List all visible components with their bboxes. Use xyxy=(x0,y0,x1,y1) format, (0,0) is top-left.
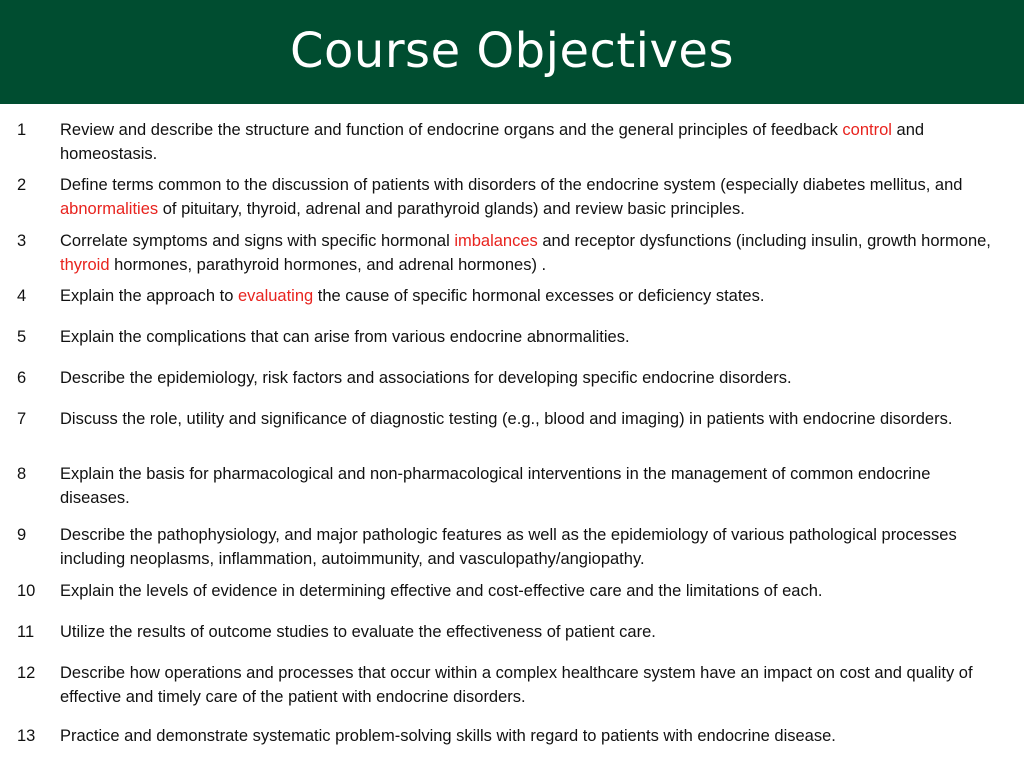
objective-number: 1 xyxy=(17,121,27,139)
highlighted-term: evaluating xyxy=(237,287,314,305)
objective-text xyxy=(60,462,995,510)
objective-text-segment: hormones, parathyroid hormones, and adrenal hormones) . xyxy=(109,256,547,274)
objective-text xyxy=(60,173,995,221)
objective-number: 10 xyxy=(17,582,36,600)
highlighted-term: control xyxy=(842,121,892,139)
objective-number: 12 xyxy=(17,664,36,682)
objective-text-segment: Explain the basis for pharmacological and non-pharmacological interventions in the management of common endocrine diseases. xyxy=(60,465,931,507)
objective-number: 2 xyxy=(17,176,27,194)
objective-text xyxy=(60,579,995,603)
objective-text-segment: Explain the complications that can arise from various endocrine abnormalities. xyxy=(60,328,630,346)
highlighted-term: abnormalities xyxy=(60,200,159,218)
objective-text-segment: Describe the pathophysiology, and major pathologic features as well as the epidemiology of various pathological processes including neoplasms, inflammation, autoimmunity, and vasculopathy/angiopathy. xyxy=(60,526,957,568)
objective-number: 11 xyxy=(17,623,35,641)
highlighted-term: imbalances xyxy=(454,232,538,250)
objective-text xyxy=(60,118,995,166)
objective-text-segment: Correlate symptoms and signs with specific hormonal xyxy=(60,232,455,250)
objective-text-segment: Practice and demonstrate systematic problem-solving skills with regard to patients with endocrine disease. xyxy=(60,727,836,745)
objective-text xyxy=(60,325,995,349)
objective-text-segment: and receptor dysfunctions (including insulin, growth hormone, xyxy=(537,232,991,250)
objective-text xyxy=(60,620,995,644)
objective-number: 8 xyxy=(17,465,27,483)
slide-title: Course Objectives xyxy=(290,23,734,79)
objective-text-segment: Define terms common to the discussion of patients with disorders of the endocrine system (especially diabetes mellitus, and xyxy=(60,176,963,194)
objective-text-segment: Review and describe the structure and function of endocrine organs and the general principles of feedback xyxy=(60,121,843,139)
objective-number: 3 xyxy=(17,232,27,250)
objective-text-segment: Explain the approach to xyxy=(60,287,238,305)
objective-text-segment: Describe how operations and processes that occur within a complex healthcare system have an impact on cost and quality of effective and timely care of the patient with endocrine disorders. xyxy=(60,664,973,706)
objective-text xyxy=(60,284,995,308)
objective-text xyxy=(60,366,995,390)
objective-text xyxy=(60,661,995,709)
objective-text xyxy=(60,407,995,431)
objective-number: 9 xyxy=(17,526,27,544)
objective-number: 4 xyxy=(17,287,27,305)
objective-text-segment: Discuss the role, utility and significance of diagnostic testing (e.g., blood and imaging) in patients with endocrine disorders. xyxy=(60,410,953,428)
objective-number: 7 xyxy=(17,410,27,428)
objective-number: 6 xyxy=(17,369,27,387)
objective-text xyxy=(60,724,995,748)
objective-text xyxy=(60,523,995,571)
objective-number: 5 xyxy=(17,328,27,346)
objective-text xyxy=(60,229,995,277)
title-bar xyxy=(0,0,1024,104)
objective-text-segment: of pituitary, thyroid, adrenal and parathyroid glands) and review basic principles. xyxy=(158,200,745,218)
objective-text-segment: the cause of specific hormonal excesses or deficiency states. xyxy=(313,287,765,305)
objective-text-segment: and homeostasis. xyxy=(60,121,925,163)
objective-text-segment: Explain the levels of evidence in determining effective and cost-effective care and the limitations of each. xyxy=(60,582,823,600)
objective-number: 13 xyxy=(17,727,36,745)
objective-text-segment: Utilize the results of outcome studies to evaluate the effectiveness of patient care. xyxy=(60,623,656,641)
objective-text-segment: Describe the epidemiology, risk factors and associations for developing specific endocrine disorders. xyxy=(60,369,792,387)
highlighted-term: thyroid xyxy=(60,256,110,274)
